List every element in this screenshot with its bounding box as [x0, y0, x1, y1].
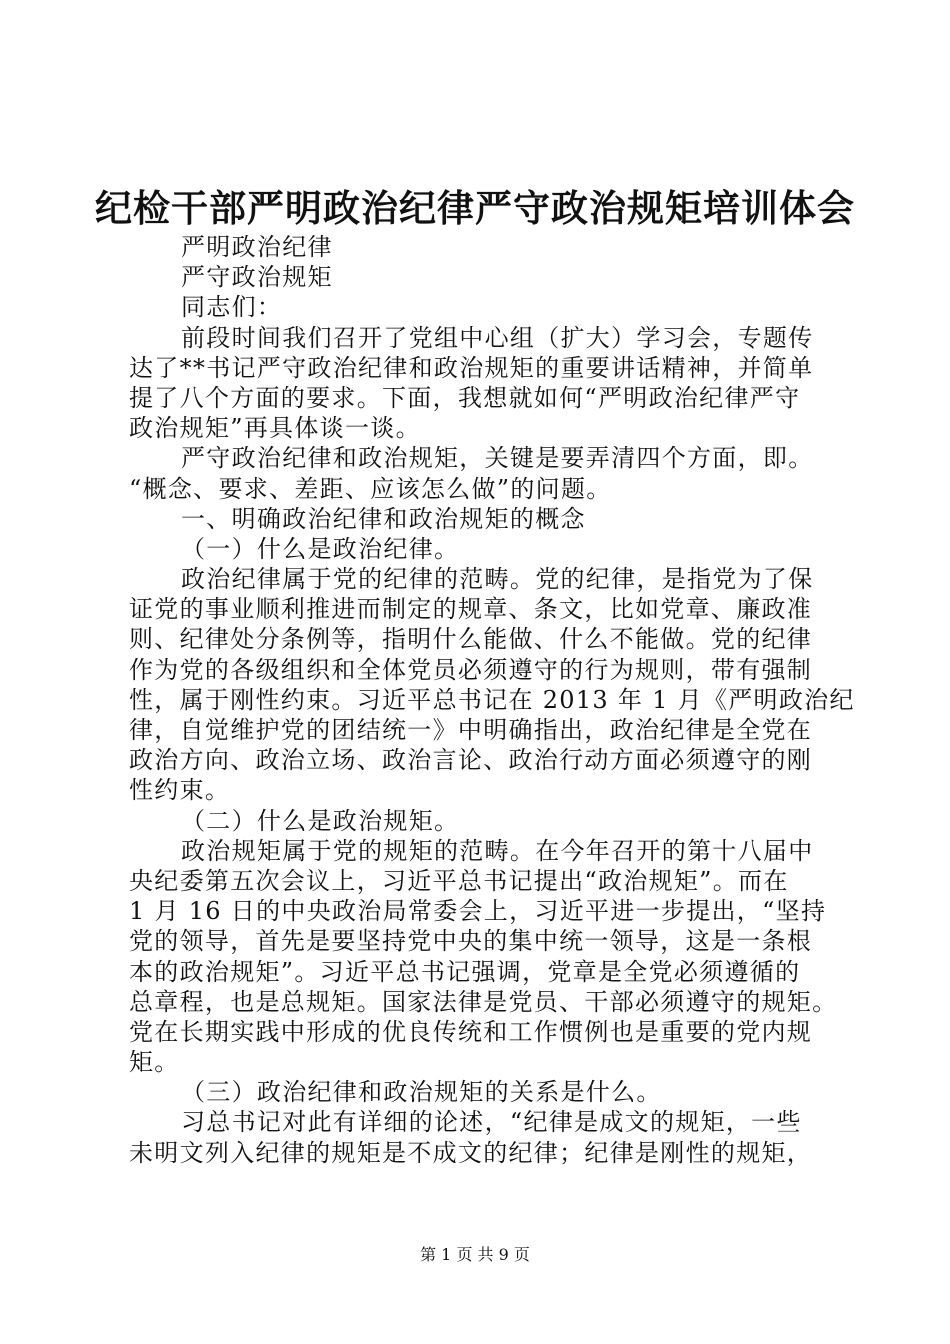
text-line: 性约束。 — [129, 776, 231, 805]
text-line: （三）政治纪律和政治规矩的关系是什么。 — [181, 1078, 662, 1107]
text-line: 严守政治规矩 — [181, 263, 333, 292]
text-line: 作为党的各级组织和全体党员必须遵守的行为规则，带有强制 — [129, 655, 813, 684]
text-line: 未明文列入纪律的规矩是不成文的纪律；纪律是刚性的规矩， — [129, 1138, 813, 1167]
text-line: 政治规矩属于党的规矩的范畴。在今年召开的第十八届中 — [181, 836, 814, 865]
text-line: 政治纪律属于党的纪律的范畴。党的纪律，是指党为了保 — [181, 565, 814, 594]
text-line: 政治规矩”再具体谈一谈。 — [129, 414, 421, 443]
text-line: 严守政治纪律和政治规矩，关键是要弄清四个方面，即。 — [181, 444, 814, 473]
text-line: 本的政治规矩”。习近平总书记强调，党章是全党必须遵循的 — [129, 957, 801, 986]
text-line: 性，属于刚性约束。习近平总书记在 2013 年 1 月《严明政治纪 — [129, 685, 855, 714]
text-line: 1 月 16 日的中央政治局常委会上，习近平进一步提出，“坚持 — [129, 897, 827, 926]
text-line: 达了**书记严守政治纪律和政治规矩的重要讲话精神，并简单 — [129, 353, 814, 382]
document-title: 纪检干部严明政治纪律严守政治规矩培训体会 — [95, 186, 855, 230]
text-line: 一、明确政治纪律和政治规矩的概念 — [181, 504, 586, 533]
text-line: 证党的事业顺利推进而制定的规章、条文，比如党章、廉政准 — [129, 595, 813, 624]
text-line: 党的领导，首先是要坚持党中央的集中统一领导，这是一条根 — [129, 927, 813, 956]
text-line: 严明政治纪律 — [181, 233, 333, 261]
document-body — [129, 232, 855, 1168]
text-line: （一）什么是政治纪律。 — [181, 534, 460, 563]
text-line: 央纪委第五次会议上，习近平总书记提出“政治规矩”。而在 — [129, 866, 789, 895]
text-line: 习总书记对此有详细的论述，“纪律是成文的规矩，一些 — [181, 1108, 802, 1137]
text-line: 同志们： — [181, 293, 283, 322]
page-footer: 第 1 页 共 9 页 — [420, 1245, 530, 1264]
text-line: “概念、要求、差距、应该怎么做”的问题。 — [129, 474, 612, 503]
text-line: （二）什么是政治规矩。 — [181, 806, 460, 835]
text-line: 党在长期实践中形成的优良传统和工作惯例也是重要的党内规 — [129, 1017, 813, 1046]
text-line: 律，自觉维护党的团结统一》中明确指出，政治纪律是全党在 — [129, 716, 813, 744]
text-line: 提了八个方面的要求。下面，我想就如何“严明政治纪律严守 — [129, 383, 801, 412]
text-line: 矩。 — [129, 1048, 180, 1077]
text-line: 前段时间我们召开了党组中心组（扩大）学习会，专题传 — [181, 323, 814, 352]
text-line: 总章程，也是总规矩。国家法律是党员、干部必须遵守的规矩。 — [129, 987, 838, 1016]
text-line: 政治方向、政治立场、政治言论、政治行动方面必须遵守的刚 — [129, 746, 813, 775]
text-line: 则、纪律处分条例等，指明什么能做、什么不能做。党的纪律 — [129, 625, 813, 654]
